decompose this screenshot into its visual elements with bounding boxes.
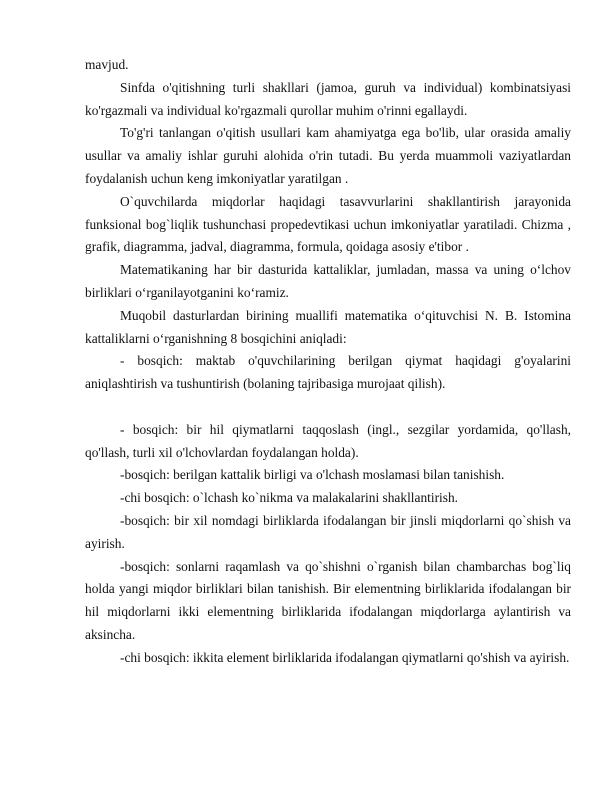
paragraph: O`quvchilarda miqdorlar haqidagi tasavvurlarini shakllantirish jarayonida funksional bog`liqlik tushunchasi propedevtikasi uchun imkoniyatlar yaratiladi. Chizma , grafik, diagramma, jadval, diagramma, formula, qoidaga asosiy e'tibor . [85,193,571,255]
paragraph: -bosqich: berilgan kattalik birligi va o'lchash moslamasi bilan tanishish. [120,467,505,483]
blank-line [85,396,571,419]
document-page [85,54,571,670]
paragraph: -chi bosqich: ikkita element birliklarida ifodalangan qiymatlarni qo'shish va ayirish. [120,649,570,665]
paragraph: -bosqich: sonlarni raqamlash va qo`shishni o`rganish bilan chambarchas bog`liq holda yangi miqdor birliklari bilan tanishish. Bir elementning birliklarida ifodalangan bir hil miqdorlarni ikki elementning birliklarida ifodalangan miqdorlarga aylantirish va aksincha. [85,558,571,642]
paragraph: -chi bosqich: o`lchash ko`nikma va malakalarini shakllantirish. [120,490,459,506]
paragraph: Sinfda o'qitishning turli shakllari (jamoa, guruh va individual) kombinatsiyasi ko'rgazmali va individual ko'rgazmali qurollar muhim o'rinni egallaydi. [85,79,571,118]
paragraph: Matematikaning har bir dasturida kattaliklar, jumladan, massa va uning o‘lchov birliklari o‘rganilayotganini ko‘ramiz. [85,262,571,300]
paragraph: -bosqich: bir xil nomdagi birliklarda ifodalangan bir jinsli miqdorlarni qo`shish va ayirish. [85,512,571,551]
paragraph: - bosqich: maktab o'quvchilarining berilgan qiymat haqidagi g'oyalarini aniqlashtirish va tushuntirish (bolaning tajribasiga murojaat qilish). [85,353,571,392]
paragraph: To'g'ri tanlangan o'qitish usullari kam ahamiyatga ega bo'lib, ular orasida amaliy usullar va amaliy ishlar guruhi alohida o'rin tutadi. Bu yerda muammoli vaziyatlardan foydalanish uchun keng imkoniyatlar yaratilgan . [85,125,571,186]
paragraph: Muqobil dasturlardan birining muallifi matematika o‘qituvchisi N. B. Istomina kattaliklarni o‘rganishning 8 bosqichini aniqladi: [85,307,571,346]
paragraph: mavjud. [85,57,129,72]
paragraph: - bosqich: bir hil qiymatlarni taqqoslash (ingl., sezgilar yordamida, qo'llash, qo'llash, turli xil o'lchovlardan foydalangan holda). [85,421,571,460]
